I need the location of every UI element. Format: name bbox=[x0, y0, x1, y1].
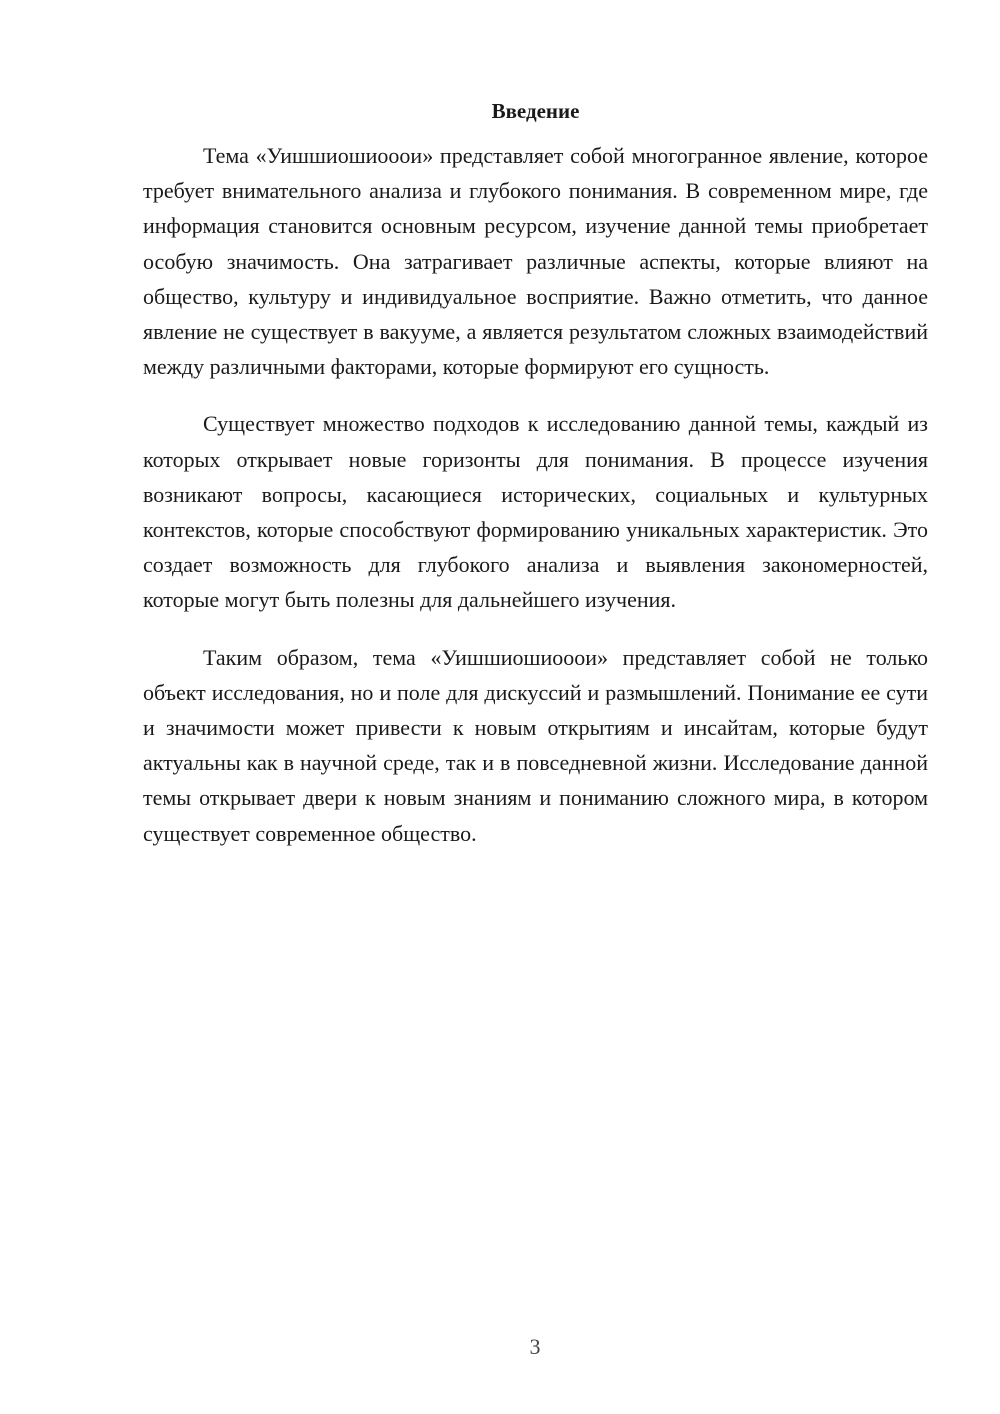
page-number: 3 bbox=[529, 1334, 541, 1359]
page-body bbox=[143, 96, 928, 873]
paragraph-3: Таким образом, тема «Уишшиошиооои» представляет собой не только объект исследования, но и поле для дискуссий и размышлений. Понимание ее сути и значимости может привести к новым открытиям и инсайтам, которые будут актуальны как в научной среде, так и в повседневной жизни. Исследование данной темы открывает двери к новым знаниям и пониманию сложного мира, в котором существует современное общество. bbox=[143, 644, 928, 846]
paragraph-2: Существует множество подходов к исследованию данной темы, каждый из которых открывает новые горизонты для понимания. В процессе изучения возникают вопросы, касающиеся исторических, социальных и культурных контекстов, которые способствуют формированию уникальных характеристик. Это создает возможность для глубокого анализа и выявления закономерностей, которые могут быть полезны для дальнейшего изучения. bbox=[143, 411, 928, 613]
section-heading: Введение bbox=[491, 99, 580, 123]
paragraph-1: Тема «Уишшиошиооои» представляет собой многогранное явление, которое требует внимательного анализа и глубокого понимания. В современном мире, где информация становится основным ресурсом, изучение данной темы приобретает особую значимость. Она затрагивает различные аспекты, которые влияют на общество, культуру и индивидуальное восприятие. Важно отметить, что данное явление не существует в вакууме, а является результатом сложных взаимодействий между различными факторами, которые формируют его сущность. bbox=[143, 143, 928, 380]
